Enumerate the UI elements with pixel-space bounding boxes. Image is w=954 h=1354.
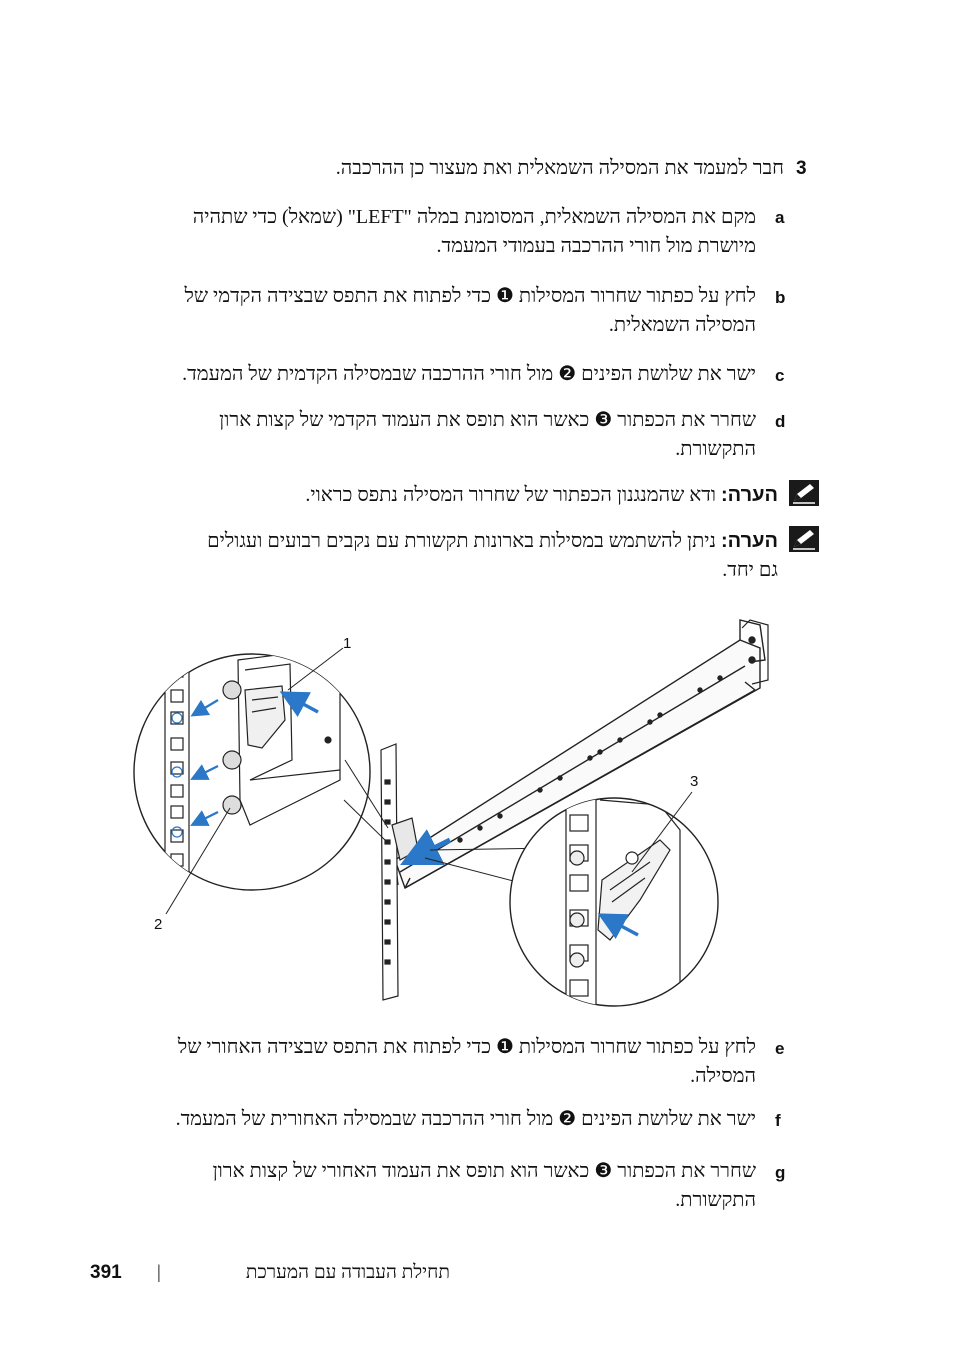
substep-line: המסילה השמאלית.	[608, 314, 756, 336]
note-text: ניתן להשתמש במסילות בארונות תקשורת עם נקבים רבועים ועגולים	[207, 530, 717, 552]
step-text: חבר למעמד את המסילה השמאלית ואת מעצור כן ההרכבה.	[335, 157, 784, 179]
callout-1: 1	[343, 635, 352, 652]
substep-line: שחרר את הכפתור ❸ כאשר הוא תופס את העמוד הקדמי של קצות ארון	[219, 409, 756, 431]
substep-marker-d: d	[775, 412, 786, 431]
page-number: 391	[90, 1262, 122, 1283]
substep-line: המסילה.	[690, 1065, 756, 1087]
substep-e	[106, 1033, 756, 1091]
substep-line: התקשורת.	[675, 1189, 756, 1211]
substep-f	[106, 1105, 756, 1134]
substep-line: לחץ על כפתור שחרור המסילות ❶ כדי לפתוח את התפס שבצידה הקדמי של	[184, 285, 756, 307]
substep-marker-e: e	[775, 1039, 785, 1058]
front-detail-view	[134, 650, 370, 890]
callout-2: 2	[154, 916, 163, 933]
note-line: גם יחד.	[722, 559, 778, 581]
substep-line: מיושרת מול חורי ההרכבה בעמודי המעמד.	[436, 235, 756, 257]
substep-g	[136, 1157, 756, 1215]
substep-line: התקשורת.	[675, 438, 756, 460]
substep-line: מקם את המסילה השמאלית, המסומנת במלה "LEFT" (שמאל) כדי שתהיה	[192, 206, 756, 228]
note-label: הערה:	[721, 484, 778, 506]
footer-section-title: תחילת העבודה עם המערכת	[245, 1262, 450, 1283]
substep-marker-a: a	[775, 208, 785, 227]
substep-marker-c: c	[775, 366, 785, 385]
substep-line: ישר את שלושת הפינים ❷ מול חורי ההרכבה שבמסילה הקדמית של המעמד.	[182, 363, 756, 385]
substep-line: ישר את שלושת הפינים ❷ מול חורי ההרכבה שבמסילה האחורית של המעמד.	[175, 1108, 756, 1130]
substep-line: לחץ על כפתור שחרור המסילות ❶ כדי לפתוח את התפס שבצידה האחורי של	[177, 1036, 756, 1058]
substep-marker-f: f	[775, 1111, 781, 1130]
substep-marker-g: g	[775, 1163, 786, 1182]
footer-separator: |	[157, 1262, 161, 1283]
substep-line: שחרר את הכפתור ❸ כאשר הוא תופס את העמוד האחורי של קצות ארון	[212, 1160, 756, 1182]
note-label: הערה:	[721, 530, 778, 552]
note-text: ודא שהמנגנון הכפתור של שחרור המסילה נתפס כראוי.	[305, 484, 717, 506]
step-number: 3	[796, 158, 807, 179]
rear-detail-view	[510, 795, 718, 1015]
substep-marker-b: b	[775, 288, 786, 307]
callout-3: 3	[690, 773, 699, 790]
